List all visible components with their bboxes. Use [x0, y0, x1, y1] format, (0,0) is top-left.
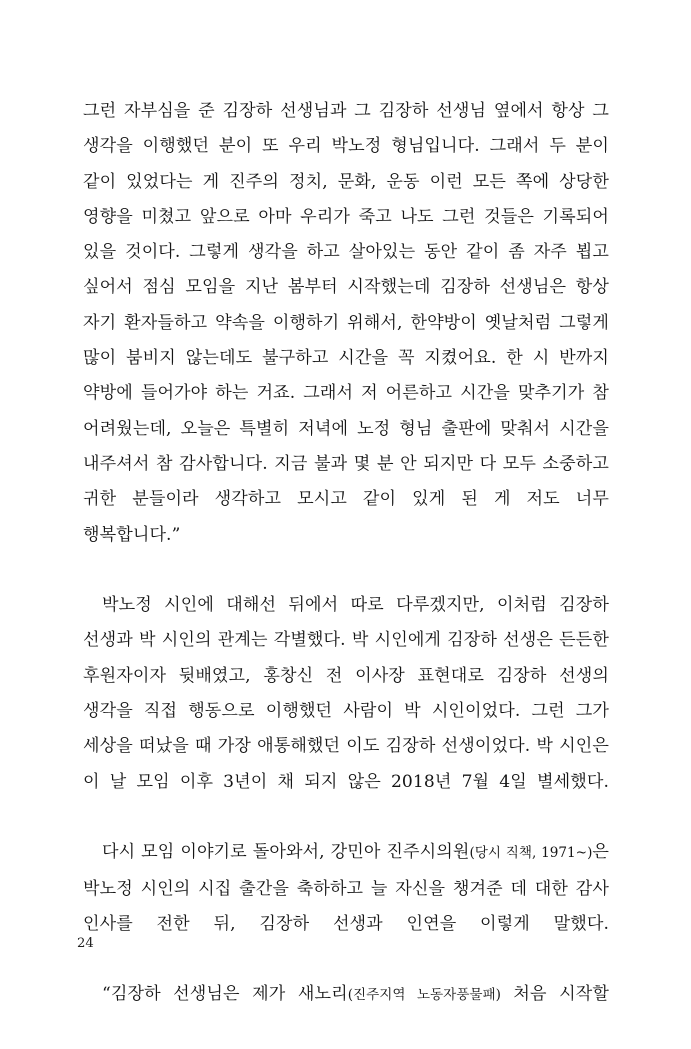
parenthetical-saenori-gloss: (진주지역 노동자풍물패) — [347, 987, 501, 1004]
paragraph-text-segment-lead: 다시 모임 이야기로 돌아와서, 강민아 진주시의원 — [102, 842, 470, 863]
paragraph-text-segment-tail: 처음 시작할 — [500, 984, 609, 1005]
paragraph-quote-kim-jangha: 그런 자부심을 준 김장하 선생님과 그 김장하 선생님 옆에서 항상 그 생각을 이행했던 분이 또 우리 박노정 형님입니다. 그래서 두 분이 같이 있었다는 게 진주의 정치, 문화, 운동 이런 모든 쪽에 상당한 영향을 미쳤고 앞으로 아마 우리가 죽고 나도 그런 것들은 기록되어 있을 것이다. 그렇게 생각을 하고 살아있는 동안 같이 좀 자주 뵙고 싶어서 점심 모임을 지난 봄부터 시작했는데 김장하 선생님은 항상 자기 환자들하고 약속을 이행하기 위해서, 한약방이 옛날처럼 그렇게 많이 붐비지 않는데도 불구하고 시간을 꼭 지켰어요. 한 시 반까지 약방에 들어가야 하는 거죠. 그래서 저 어른하고 시간을 맞추기가 참 어려웠는데, 오늘은 특별히 저녁에 노정 형님 출판에 맞춰서 시간을 내주셔서 참 감사합니다. 지금 불과 몇 분 안 되지만 다 모두 소중하고 귀한 분들이라 생각하고 모시고 같이 있게 된 게 저도 너무 행복합니다.” — [83, 101, 609, 545]
paragraph-text-segment-tail: 은 박노정 시인의 시집 출간을 축하하고 늘 자신을 챙겨준 데 대한 감사 인사를 전한 뒤, 김장하 선생과 인연을 이렇게 말했다. — [83, 842, 609, 934]
paragraph-narration-kang-mina — [83, 835, 609, 977]
parenthetical-role-and-birthyear: (당시 직책, 1971~) — [469, 845, 593, 862]
paragraph-narration-park-nojeong: 박노정 시인에 대해선 뒤에서 따로 다루겠지만, 이처럼 김장하 선생과 박 시인의 관계는 각별했다. 박 시인에게 김장하 선생은 든든한 후원자이자 뒷배였고, 홍창신 전 이사장 표현대로 김장하 선생의 생각을 직접 행동으로 이행했던 사람이 박 시인이었다. 그런 그가 세상을 떠났을 때 가장 애통해했던 이도 김장하 선생이었다. 박 시인은 이 날 모임 이후 3년이 채 되지 않은 2018년 7월 4일 별세했다. — [83, 595, 609, 792]
paragraph-quote-kang-mina — [83, 977, 609, 1049]
page-text-block — [83, 94, 609, 1049]
paragraph-text-segment-lead: “김장하 선생님은 제가 새노리 — [102, 984, 348, 1005]
page-number: 24 — [77, 936, 94, 951]
